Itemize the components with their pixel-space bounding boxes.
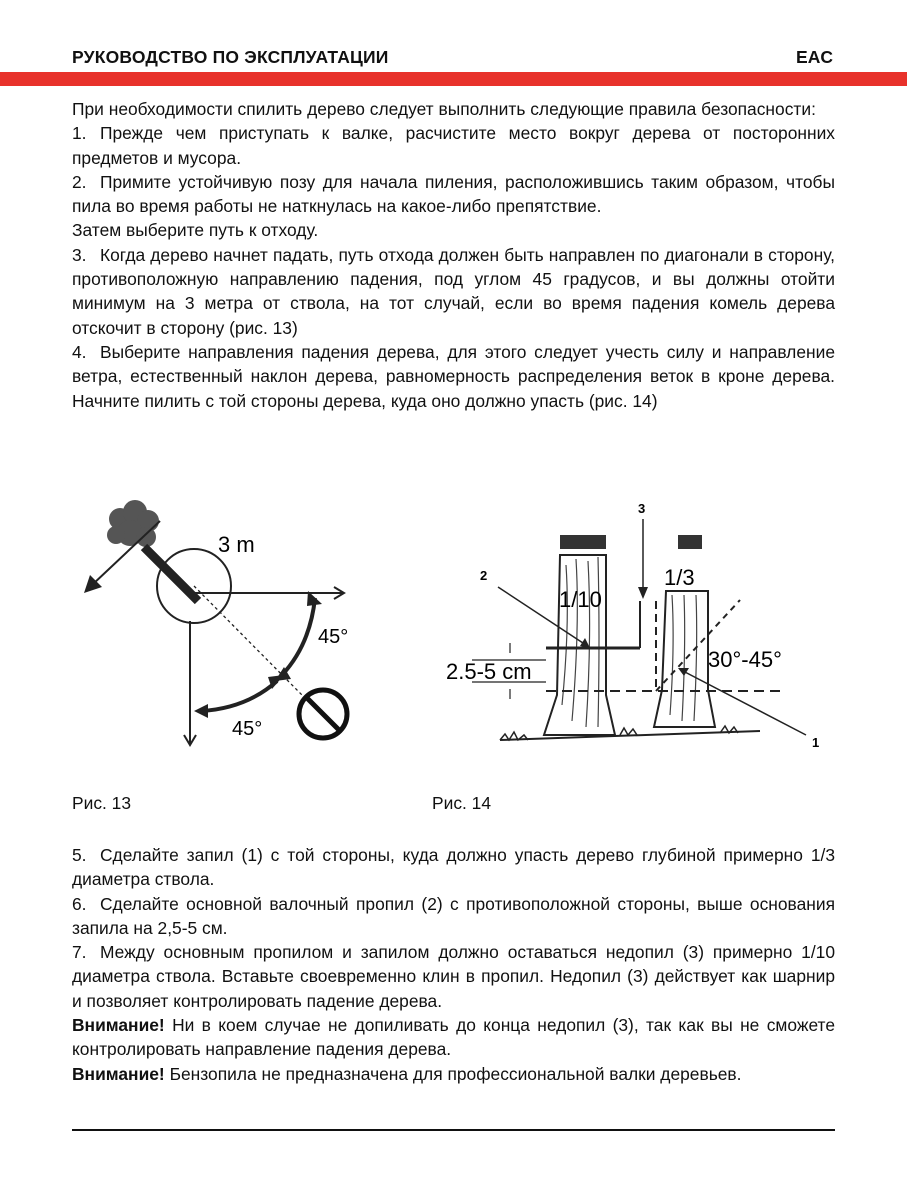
prohibited-icon xyxy=(299,690,347,738)
fig13-angle-label-bottom: 45° xyxy=(232,718,263,740)
intro-paragraph: При необходимости спилить дерево следует выполнить следующие правила безопасности: xyxy=(72,99,816,119)
fig13-caption: Рис. 13 xyxy=(72,793,132,813)
angle-arc-bottom xyxy=(202,681,277,711)
safety-rules-bottom xyxy=(72,843,835,1086)
fig14-angle-label: 30°-45° xyxy=(708,647,782,672)
fig13-angle-label-right: 45° xyxy=(318,626,349,648)
callout-2-label: 2 xyxy=(480,568,488,583)
header-accent-bar xyxy=(0,72,907,86)
notch-angle-line xyxy=(656,600,740,691)
rule-2-continuation: Затем выберите путь к отходу. xyxy=(72,220,319,241)
fig14-height-label: 2.5-5 cm xyxy=(446,659,532,684)
page-header-title: РУКОВОДСТВО ПО ЭКСПЛУАТАЦИИ xyxy=(72,47,389,67)
tree-trunk-left xyxy=(544,535,615,735)
warning-1: Внимание! Ни в коем случае не допиливать до конца недопил (3), так как вы не сможете контролировать направление падения дерева. xyxy=(72,1015,835,1060)
warning-2: Внимание! Бензопила не предназначена для профессиональной валки деревьев. xyxy=(72,1063,742,1084)
rule-1: 1. Прежде чем приступать к валке, расчистите место вокруг дерева от посторонних предметов и мусора. xyxy=(72,123,835,168)
rule-2: 2. Примите устойчивую позу для начала пиления, расположившись таким образом, чтобы пила во время работы не наткнулась на какое-либо препятствие. xyxy=(72,171,835,217)
figure-13-escape-path-diagram xyxy=(72,495,372,765)
falling-trunk xyxy=(144,547,198,601)
rule-3: 3. Когда дерево начнет падать, путь отхода должен быть направлен по диагонали в сторону, противоположную направлению падения, под углом 45 градусов, и вы должны отойти минимум на 3 метра от ствола, на тот случай, если во время падения комель дерева отскочит в сторону (рис. 13) xyxy=(72,244,835,338)
safety-rules-top xyxy=(72,97,835,413)
callout-1-arrow xyxy=(683,671,806,735)
figure-14-felling-cut-diagram xyxy=(440,495,840,765)
callout-1-label: 1 xyxy=(812,735,820,750)
angle-arc-right xyxy=(282,598,315,675)
rule-4: 4. Выберите направления падения дерева, для этого следует учесть силу и направление ветра, естественный наклон дерева, равномерность распределения веток в кроне дерева. Начните пилить с той стороны дерева, куда оно должно упасть (рис. 14) xyxy=(72,341,835,411)
tree-trunk-right xyxy=(654,535,715,727)
fig14-caption: Рис. 14 xyxy=(432,793,492,813)
eac-mark: EAC xyxy=(796,47,833,67)
rule-5: 5. Сделайте запил (1) с той стороны, куда должно упасть дерево глубиной примерно 1/3 диаметра ствола. xyxy=(72,845,835,890)
fig14-notch-ratio: 1/3 xyxy=(664,565,695,590)
fig13-distance-label: 3 m xyxy=(218,532,255,557)
callout-3-label: 3 xyxy=(638,501,646,516)
rule-6: 6. Сделайте основной валочный пропил (2) с противоположной стороны, выше основания запила на 2,5-5 см. xyxy=(72,893,835,938)
rule-7: 7. Между основным пропилом и запилом должно оставаться недопил (3) примерно 1/10 диаметра ствола. Вставьте своевременно клин в пропил. Недопил (3) действует как шарнир и позволяет контролировать падение дерева. xyxy=(72,942,835,1011)
fig14-hinge-ratio: 1/10 xyxy=(559,587,602,612)
footer-rule xyxy=(72,1129,835,1131)
tree-crown-icon xyxy=(107,500,159,547)
